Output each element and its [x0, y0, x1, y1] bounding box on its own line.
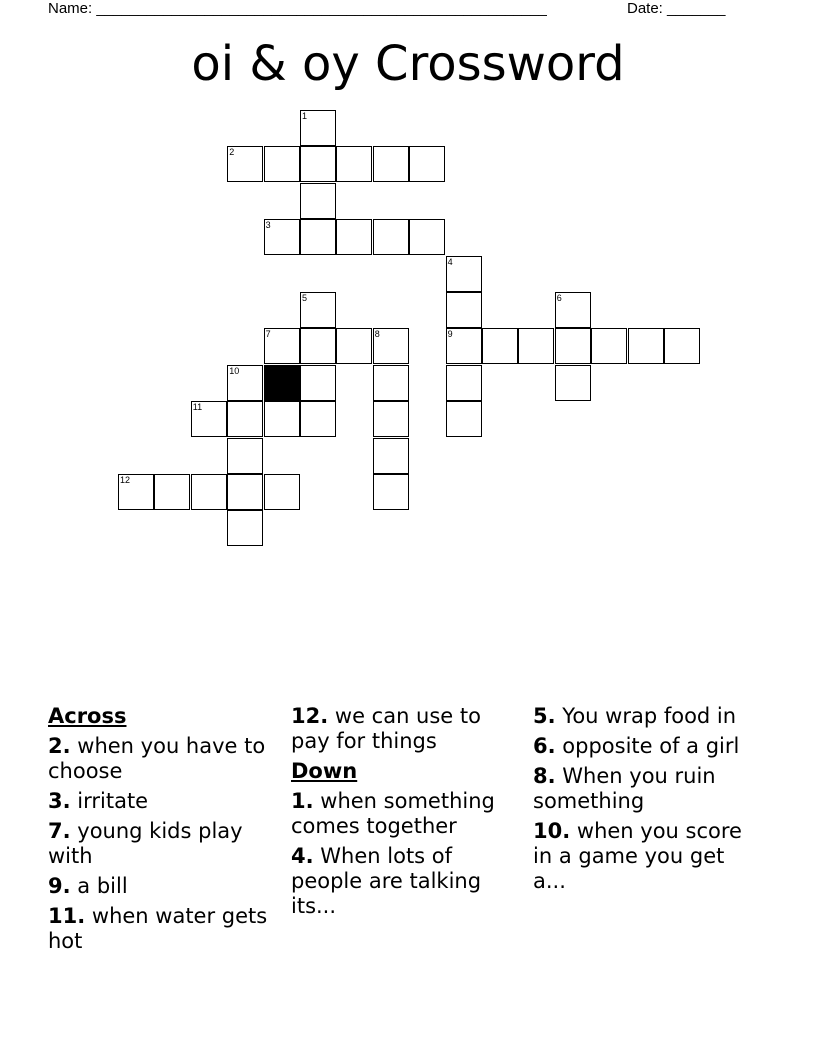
grid-cell[interactable]	[300, 365, 336, 401]
clue-across-7	[48, 819, 276, 869]
clue-column-3	[533, 704, 761, 899]
clue-text: You wrap food in	[562, 704, 737, 728]
grid-cell[interactable]	[264, 328, 300, 364]
grid-cell[interactable]	[336, 146, 372, 182]
clue-number: 11.	[48, 904, 86, 928]
grid-cell[interactable]	[373, 401, 409, 437]
grid-cell-number: 11	[192, 402, 203, 413]
grid-cell[interactable]	[227, 438, 263, 474]
clue-number: 12.	[291, 704, 329, 728]
grid-cell[interactable]	[191, 401, 227, 437]
grid-cell-number: 12	[120, 475, 131, 485]
grid-cell[interactable]	[336, 219, 372, 255]
grid-cell[interactable]	[373, 328, 409, 364]
clue-down-8	[533, 764, 761, 814]
clue-text: young kids play with	[48, 819, 243, 868]
clue-text: When lots of people are talking its...	[291, 844, 482, 918]
clue-text: when water gets hot	[48, 904, 268, 953]
clue-number: 6.	[533, 734, 556, 758]
clue-text: we can use to pay for things	[291, 704, 481, 753]
clue-column-1	[48, 704, 276, 959]
grid-cell-number: 2	[229, 147, 235, 158]
grid-cell[interactable]	[555, 365, 591, 401]
grid-cell[interactable]	[300, 183, 336, 219]
clue-across-3	[48, 789, 276, 814]
grid-cell[interactable]	[227, 146, 263, 182]
clue-across-9	[48, 874, 276, 899]
clue-number: 9.	[48, 874, 71, 898]
clue-number: 3.	[48, 789, 71, 813]
clue-number: 7.	[48, 819, 71, 843]
grid-cell[interactable]	[446, 401, 482, 437]
grid-cell-number: 10	[229, 365, 240, 376]
grid-cell[interactable]	[300, 292, 336, 328]
clue-number: 2.	[48, 734, 71, 758]
grid-cell[interactable]	[555, 292, 591, 328]
grid-cell-black	[264, 365, 300, 401]
grid-cell[interactable]	[591, 328, 627, 364]
clue-down-5	[533, 704, 761, 729]
grid-cell[interactable]	[518, 328, 554, 364]
grid-cell[interactable]	[628, 328, 664, 364]
clue-number: 4.	[291, 844, 314, 868]
across-heading: Across	[48, 704, 127, 728]
clue-number: 8.	[533, 764, 556, 788]
grid-cell-number: 9	[447, 329, 453, 340]
grid-cell[interactable]	[300, 146, 336, 182]
grid-cell-number: 6	[556, 293, 562, 303]
grid-cell[interactable]	[373, 438, 409, 474]
clue-down-4	[291, 844, 519, 919]
clue-text: opposite of a girl	[562, 734, 740, 758]
grid-cell[interactable]	[227, 365, 263, 401]
clue-number: 10.	[533, 819, 571, 843]
grid-cell[interactable]	[227, 510, 263, 546]
grid-cell[interactable]	[154, 474, 190, 510]
clue-down-10	[533, 819, 761, 894]
name-field-label: Name: ______________________________________________________	[48, 0, 547, 17]
page-title: oi & oy Crossword	[191, 36, 625, 92]
grid-cell[interactable]	[446, 292, 482, 328]
grid-cell-number: 7	[265, 329, 271, 340]
clue-text: a bill	[77, 874, 128, 898]
grid-cell[interactable]	[409, 219, 445, 255]
grid-cell[interactable]	[264, 474, 300, 510]
clue-text: when something comes together	[291, 789, 495, 838]
grid-cell[interactable]	[300, 110, 336, 146]
grid-cell[interactable]	[555, 328, 591, 364]
down-heading: Down	[291, 759, 358, 783]
grid-cell[interactable]	[227, 474, 263, 510]
grid-cell[interactable]	[482, 328, 518, 364]
grid-cell[interactable]	[446, 328, 482, 364]
grid-cell-number: 3	[265, 220, 271, 231]
grid-cell[interactable]	[300, 401, 336, 437]
grid-cell[interactable]	[264, 219, 300, 255]
clue-text: When you ruin something	[533, 764, 716, 813]
grid-cell[interactable]	[118, 474, 154, 510]
clue-text: when you score in a game you get a...	[533, 819, 742, 893]
grid-cell[interactable]	[300, 328, 336, 364]
date-field-label: Date: _______	[627, 0, 726, 17]
grid-cell-number: 4	[447, 256, 453, 267]
clue-across-12	[291, 704, 519, 754]
grid-cell[interactable]	[664, 328, 700, 364]
grid-cell-number: 5	[302, 293, 308, 303]
clue-across-2	[48, 734, 276, 784]
grid-cell[interactable]	[373, 474, 409, 510]
clue-text: when you have to choose	[48, 734, 266, 783]
grid-cell[interactable]	[264, 146, 300, 182]
grid-cell-number: 8	[374, 329, 380, 340]
grid-cell[interactable]	[227, 401, 263, 437]
clue-across-11	[48, 904, 276, 954]
clue-down-6	[533, 734, 761, 759]
grid-cell[interactable]	[373, 365, 409, 401]
grid-cell[interactable]	[300, 219, 336, 255]
grid-cell[interactable]	[409, 146, 445, 182]
grid-cell[interactable]	[264, 401, 300, 437]
clue-number: 5.	[533, 704, 556, 728]
grid-cell[interactable]	[191, 474, 227, 510]
clue-column-2	[291, 704, 519, 924]
clue-text: irritate	[77, 789, 149, 813]
grid-cell[interactable]	[373, 219, 409, 255]
grid-cell[interactable]	[336, 328, 372, 364]
grid-cell-number: 1	[302, 111, 308, 121]
clue-down-1	[291, 789, 519, 839]
grid-cell[interactable]	[373, 146, 409, 182]
grid-cell[interactable]	[446, 256, 482, 292]
clue-number: 1.	[291, 789, 314, 813]
grid-cell[interactable]	[446, 365, 482, 401]
